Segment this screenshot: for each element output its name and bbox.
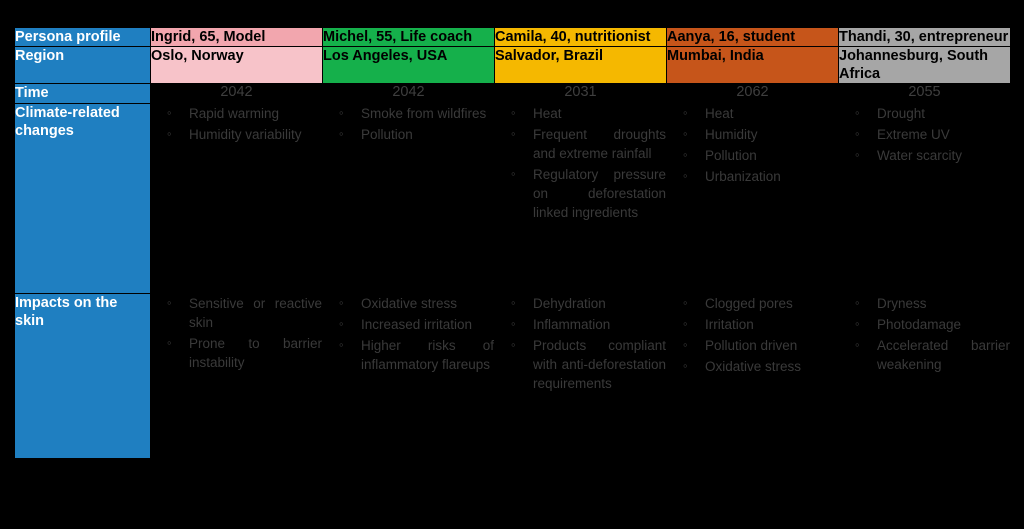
impacts-cell-1 xyxy=(151,293,323,458)
list-item: ◦ Oxidative stress xyxy=(339,294,494,313)
climate-list-1 xyxy=(151,104,322,144)
list-item: ◦ Increased irritation xyxy=(339,315,494,334)
impacts-list-4 xyxy=(667,294,838,377)
climate-list-2 xyxy=(323,104,494,144)
persona-cell-4: Aanya, 16, student xyxy=(667,28,839,47)
list-item: ◦ Regulatory pressure on deforestation linked ingredients xyxy=(511,165,666,222)
impacts-list-2 xyxy=(323,294,494,375)
list-item: ◦ Humidity variability xyxy=(167,125,322,144)
climate-cell-1 xyxy=(151,103,323,293)
table-row-region xyxy=(15,47,1011,84)
persona-cell-5: Thandi, 30, entrepreneur xyxy=(839,28,1011,47)
row-header-climate-changes: Climate-related changes xyxy=(15,103,151,293)
impacts-cell-5 xyxy=(839,293,1011,458)
impacts-list-5 xyxy=(839,294,1010,375)
list-item: ◦ Photodamage xyxy=(855,315,1010,334)
list-item: ◦ Inflammation xyxy=(511,315,666,334)
list-item: ◦ Dehydration xyxy=(511,294,666,313)
time-cell-1: 2042 xyxy=(151,84,323,103)
climate-cell-3 xyxy=(495,103,667,293)
impacts-cell-3 xyxy=(495,293,667,458)
table-row-climate-changes xyxy=(15,103,1011,293)
row-header-persona-profile: Persona profile xyxy=(15,28,151,47)
list-item: ◦ Smoke from wildfires xyxy=(339,104,494,123)
list-item: ◦ Extreme UV xyxy=(855,125,1010,144)
list-item: ◦ Clogged pores xyxy=(683,294,838,313)
list-item: ◦ Drought xyxy=(855,104,1010,123)
climate-list-3 xyxy=(495,104,666,223)
row-header-region: Region xyxy=(15,47,151,84)
list-item: ◦ Irritation xyxy=(683,315,838,334)
list-item: ◦ Dryness xyxy=(855,294,1010,313)
climate-list-4 xyxy=(667,104,838,187)
list-item: ◦ Pollution xyxy=(339,125,494,144)
list-item: ◦ Sensitive or reactive skin xyxy=(167,294,322,332)
list-item: ◦ Pollution driven xyxy=(683,336,838,355)
list-item: ◦ Pollution xyxy=(683,146,838,165)
row-header-time: Time xyxy=(15,84,151,103)
climate-cell-4 xyxy=(667,103,839,293)
climate-list-5 xyxy=(839,104,1010,165)
list-item: ◦ Products compliant with anti-deforestation requirements xyxy=(511,336,666,393)
impacts-list-3 xyxy=(495,294,666,394)
region-cell-4: Mumbai, India xyxy=(667,47,839,84)
persona-comparison-table xyxy=(14,27,1011,459)
persona-cell-3: Camila, 40, nutritionist xyxy=(495,28,667,47)
table-row-skin-impacts xyxy=(15,293,1011,458)
climate-cell-2 xyxy=(323,103,495,293)
time-cell-2: 2042 xyxy=(323,84,495,103)
time-cell-5: 2055 xyxy=(839,84,1011,103)
list-item: ◦ Accelerated barrier weakening xyxy=(855,336,1010,374)
persona-cell-1: Ingrid, 65, Model xyxy=(151,28,323,47)
list-item: ◦ Water scarcity xyxy=(855,146,1010,165)
list-item: ◦ Oxidative stress xyxy=(683,357,838,376)
list-item: ◦ Heat xyxy=(683,104,838,123)
persona-cell-2: Michel, 55, Life coach xyxy=(323,28,495,47)
region-cell-5: Johannesburg, South Africa xyxy=(839,47,1011,84)
list-item: ◦ Humidity xyxy=(683,125,838,144)
list-item: ◦ Higher risks of inflammatory flareups xyxy=(339,336,494,374)
list-item: ◦ Heat xyxy=(511,104,666,123)
table-row-persona-profile xyxy=(15,28,1011,47)
table-row-time xyxy=(15,84,1011,103)
region-cell-3: Salvador, Brazil xyxy=(495,47,667,84)
climate-cell-5 xyxy=(839,103,1011,293)
list-item: ◦ Rapid warming xyxy=(167,104,322,123)
list-item: ◦ Frequent droughts and extreme rainfall xyxy=(511,125,666,163)
list-item: ◦ Prone to barrier instability xyxy=(167,334,322,372)
list-item: ◦ Urbanization xyxy=(683,167,838,186)
region-cell-2: Los Angeles, USA xyxy=(323,47,495,84)
row-header-skin-impacts: Impacts on the skin xyxy=(15,293,151,458)
impacts-cell-4 xyxy=(667,293,839,458)
impacts-list-1 xyxy=(151,294,322,373)
time-cell-3: 2031 xyxy=(495,84,667,103)
time-cell-4: 2062 xyxy=(667,84,839,103)
region-cell-1: Oslo, Norway xyxy=(151,47,323,84)
impacts-cell-2 xyxy=(323,293,495,458)
